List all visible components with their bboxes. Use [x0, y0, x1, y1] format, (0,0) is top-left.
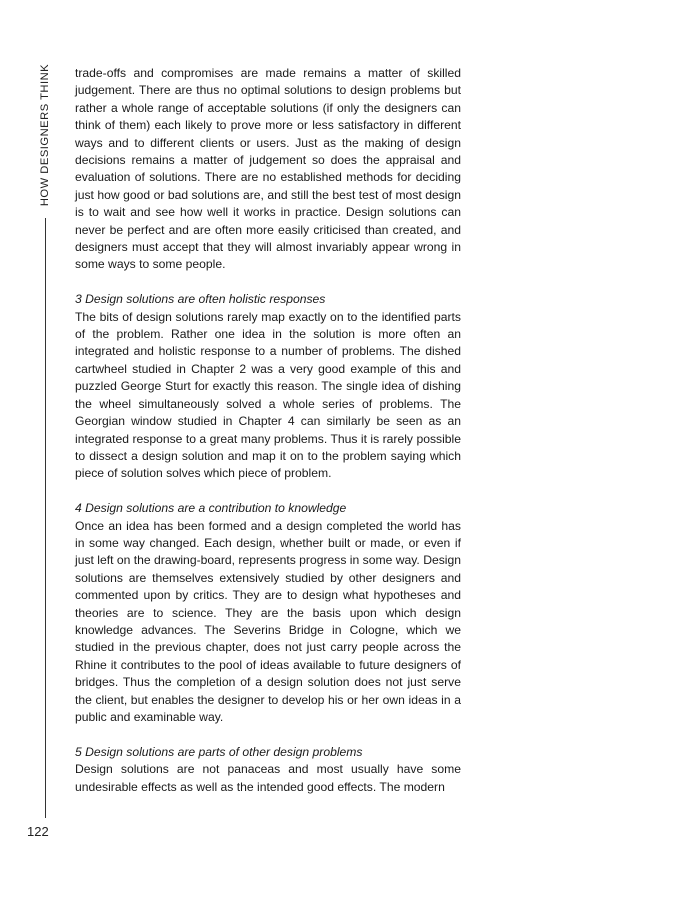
continuation-paragraph: trade-offs and compromises are made remains a matter of skilled judgement. There are thus no optimal solutions to design problems but rather a whole range of acceptable solutions (if only the designers can think of them) each likely to prove more or less satisfactory in different ways and to different clients or users. Just as the making of design decisions remains a matter of judgement so does the appraisal and evaluation of solutions. There are no established methods for deciding just how good or bad solutions are, and still the best test of most design is to wait and see how well it works in practice. Design solutions can never be perfect and are often more easily criticised than created, and designers must accept that they will almost invariably appear wrong in some ways to some people.	[75, 66, 461, 272]
page-number: 122	[27, 824, 49, 839]
section-heading: 5 Design solutions are parts of other design problems	[75, 744, 363, 759]
margin-rule	[45, 218, 46, 818]
running-head-text: HOW DESIGNERS THINK	[39, 63, 51, 207]
section-parts-of-other-problems	[75, 744, 461, 796]
section-body: Once an idea has been formed and a design completed the world has in some way changed. Each design, whether built or made, or even if just left on the drawing-board, represents progress in some way. Design solutions are themselves extensively studied by other designers and commented upon by critics. They are to design what hypotheses and theories are to science. They are the basis upon which design knowledge advances. The Severins Bridge in Cologne, which we studied in the previous chapter, does not just carry people across the Rhine it contributes to the pool of ideas available to future designers of bridges. Thus the completion of a design solution does not just serve the client, but enables the designer to develop his or her own ideas in a public and examinable way.	[75, 518, 461, 724]
section-heading: 4 Design solutions are a contribution to knowledge	[75, 501, 347, 516]
body-text	[75, 65, 461, 796]
section-holistic-responses	[75, 291, 461, 482]
section-body: The bits of design solutions rarely map exactly on to the identified parts of the problem. Rather one idea in the solution is more often an integrated and holistic response to a number of problems. The dished cartwheel studied in Chapter 2 was a very good example of this and puzzled George Sturt for exactly this reason. The single idea of dishing the wheel simultaneously solved a whole series of problems. The Georgian window studied in Chapter 4 can similarly be seen as an integrated response to a great many problems. Thus it is rarely possible to dissect a design solution and map it on to the problem saying which piece of solution solves which piece of problem.	[75, 309, 461, 481]
running-head	[38, 64, 52, 206]
section-body: Design solutions are not panaceas and most usually have some undesirable effects as well as the intended good effects. The modern	[75, 762, 461, 794]
section-heading: 3 Design solutions are often holistic responses	[75, 292, 326, 307]
section-contribution-to-knowledge	[75, 500, 461, 726]
